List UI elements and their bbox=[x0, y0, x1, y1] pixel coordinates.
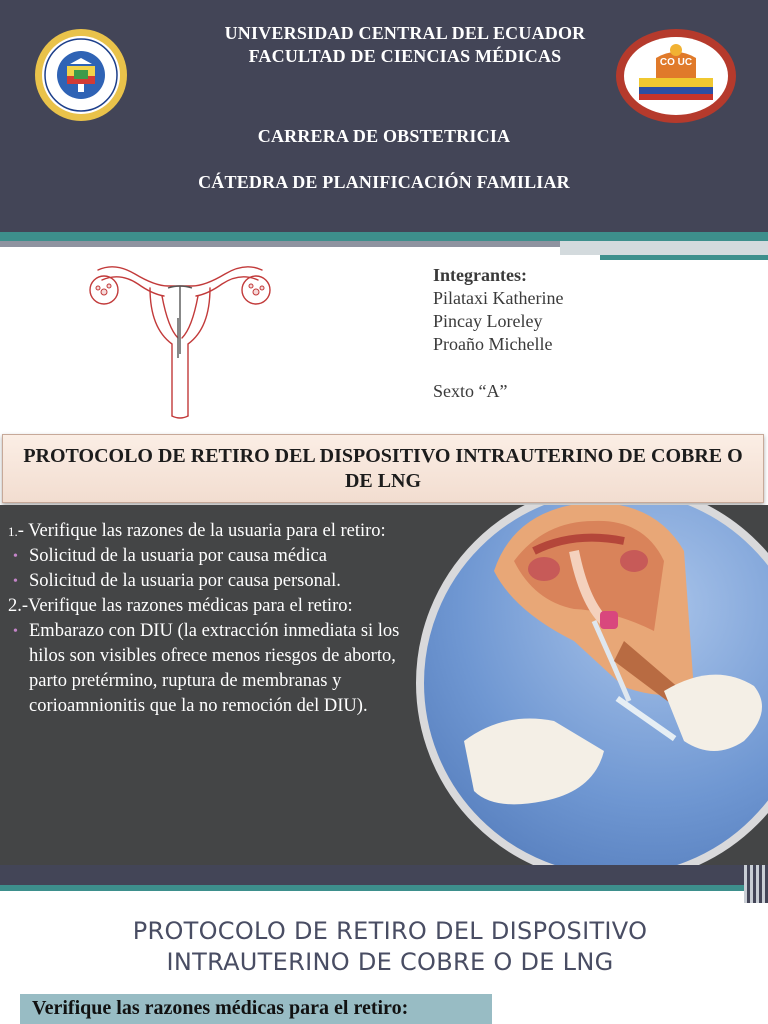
team-member: Pilataxi Katherine bbox=[433, 288, 564, 308]
divider-teal-stripe bbox=[0, 885, 768, 891]
team-block bbox=[433, 264, 563, 403]
bullet-icon: • bbox=[13, 624, 18, 639]
slide2-subtitle: Verifique las razones médicas para el retiro: bbox=[20, 994, 492, 1024]
uterus-iud-illustration bbox=[80, 258, 280, 422]
bullet-text: Solicitud de la usuaria por causa médica bbox=[29, 546, 327, 566]
list-item bbox=[8, 544, 418, 569]
step-number: 1. bbox=[8, 524, 18, 539]
content-panel bbox=[0, 505, 768, 865]
header-band bbox=[0, 0, 768, 232]
team-group: Sexto “A” bbox=[433, 381, 508, 401]
team-member: Pincay Loreley bbox=[433, 311, 543, 331]
step-2: 2.-Verifique las razones médicas para el retiro: bbox=[8, 596, 353, 616]
divider-stripe bbox=[0, 865, 768, 885]
bullet-text: Solicitud de la usuaria por causa personal. bbox=[29, 571, 341, 591]
team-member: Proaño Michelle bbox=[433, 334, 553, 354]
bullet-text: Embarazo con DIU (la extracción inmediata si los hilos son visibles ofrece menos riesgos de aborto, parto pretérmino, ruptura de membranas y corioamnionitis que la no remoción del DIU). bbox=[29, 621, 400, 716]
step-1 bbox=[8, 519, 418, 544]
team-title: Integrantes: bbox=[433, 265, 527, 285]
slide2-title: PROTOCOLO DE RETIRO DEL DISPOSITIVO INTRAUTERINO DE COBRE O DE LNG bbox=[132, 917, 648, 976]
teal-stripe bbox=[0, 232, 768, 241]
step-text: - Verifique las razones de la usuaria para el retiro: bbox=[17, 521, 386, 541]
list-item bbox=[8, 619, 418, 719]
iud-removal-photo bbox=[416, 505, 768, 865]
crest-text: CO UC bbox=[659, 57, 693, 68]
teal-accent-stripe bbox=[600, 255, 768, 260]
obstetrics-crest-icon bbox=[615, 28, 737, 124]
light-stripe bbox=[560, 241, 768, 255]
chair-name: CÁTEDRA DE PLANIFICACIÓN FAMILIAR bbox=[198, 172, 570, 192]
career-name: CARRERA DE OBSTETRICIA bbox=[257, 126, 511, 146]
faculty-name: FACULTAD DE CIENCIAS MÉDICAS bbox=[248, 46, 562, 66]
slide-title: PROTOCOLO DE RETIRO DEL DISPOSITIVO INTRAUTERINO DE COBRE O DE LNG bbox=[2, 434, 764, 503]
content-text bbox=[8, 519, 418, 719]
list-item bbox=[8, 569, 418, 594]
bullet-icon: • bbox=[13, 574, 18, 589]
uterus-model-image bbox=[424, 505, 768, 865]
bullet-icon: • bbox=[13, 549, 18, 564]
university-name: UNIVERSIDAD CENTRAL DEL ECUADOR bbox=[224, 23, 586, 43]
striped-accent bbox=[744, 865, 768, 903]
